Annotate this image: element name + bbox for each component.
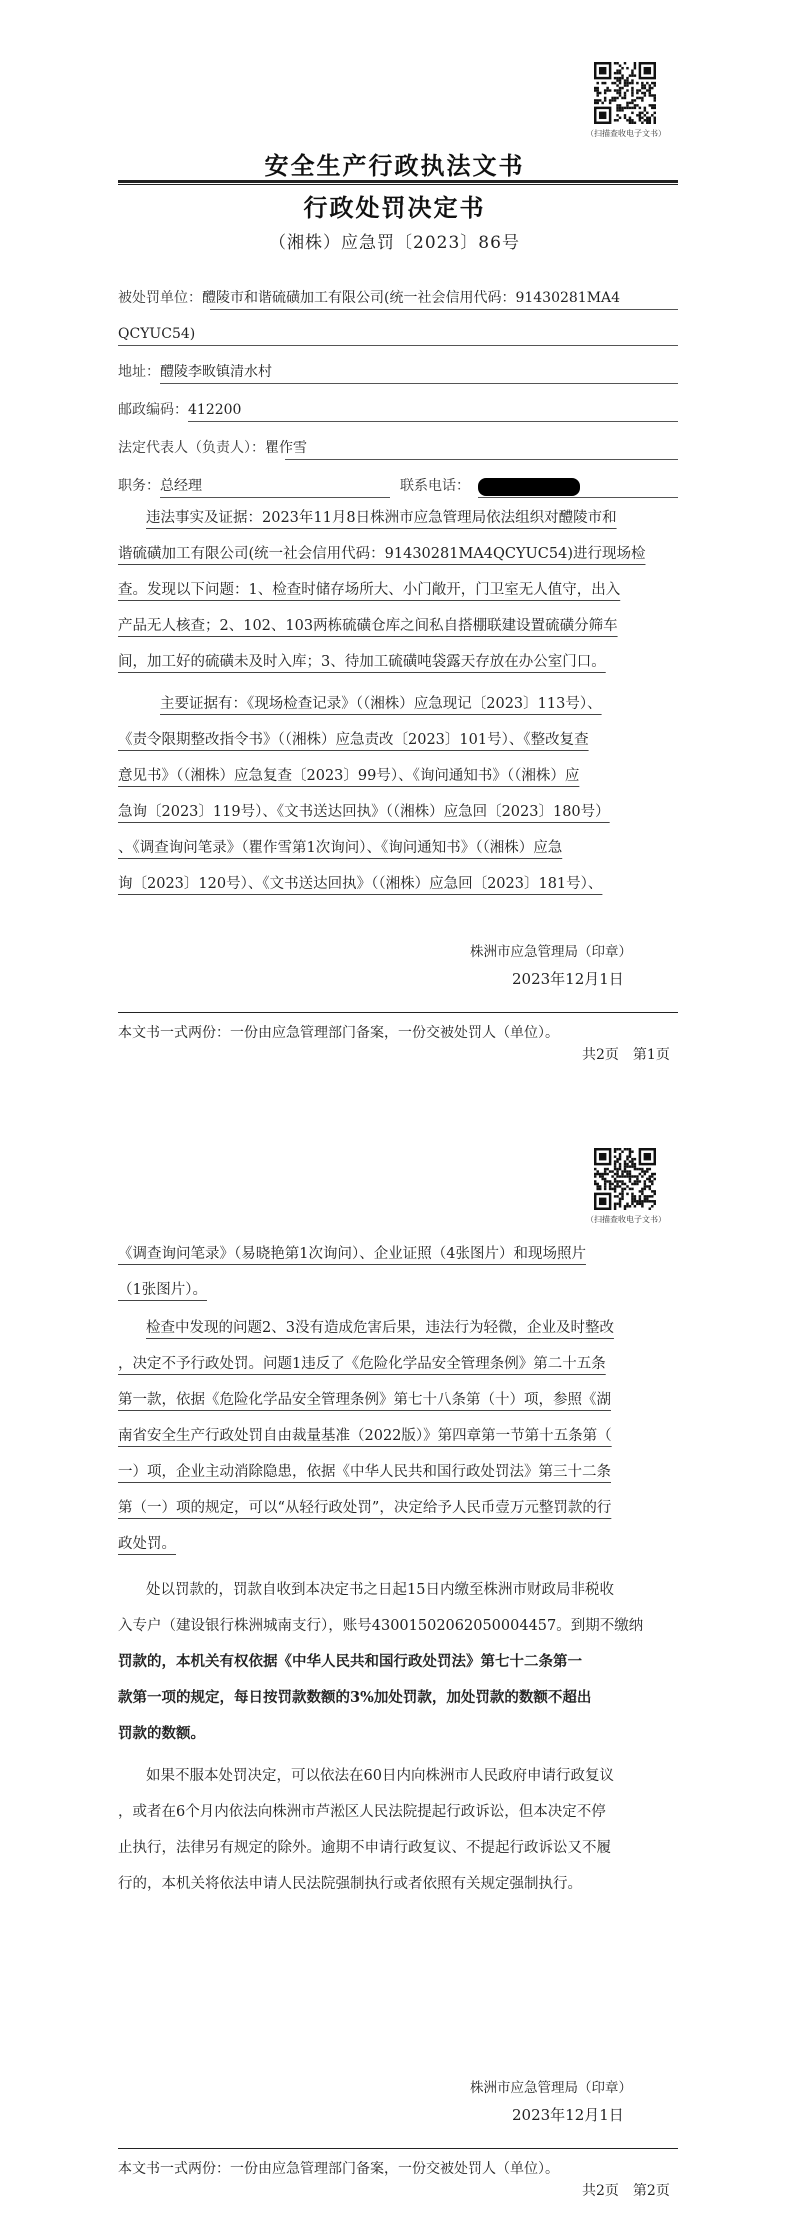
postcode-label: 邮政编码：: [118, 402, 188, 418]
evidence-line: 、《调查询问笔录》（瞿作雪第1次询问）、《询问通知书》（（湘株）应急: [118, 840, 563, 856]
evidence-cont-line: （1张图片）。: [118, 1282, 207, 1298]
penalized-unit-label: 被处罚单位：: [118, 290, 202, 306]
redacted-phone-block: [478, 478, 580, 496]
facts-line: 产品无人核查；2、102、103两栋硫磺仓库之间私自搭棚联建设置硫磺分筛车: [118, 618, 618, 634]
issue-date: 2023年12月1日: [512, 2106, 624, 2124]
header-rule-thin: [118, 184, 678, 185]
qr-code-icon: [594, 1148, 656, 1210]
evidence-line: 《责令限期整改指令书》（（湘株）应急责改〔2023〕101号）、《整改复查: [118, 732, 589, 748]
evidence-cont-line: 《调查询问笔录》（易晓艳第1次询问）、企业证照（4张图片）和现场照片: [118, 1246, 586, 1262]
document-page-2: [0, 1110, 789, 2236]
analysis-paragraph: [118, 1310, 678, 1562]
penalized-unit-field: [118, 288, 678, 308]
position-field: [118, 476, 678, 496]
appeal-line: 行的，本机关将依法申请人民法院强制执行或者依照有关规定强制执行。: [118, 1876, 582, 1892]
legal-rep-label: 法定代表人（负责人）：: [118, 440, 265, 456]
payment-bold-line: 罚款的数额。: [118, 1725, 205, 1742]
doc-number: （湘株）应急罚〔2023〕86号: [269, 233, 520, 253]
legal-rep-field: [118, 438, 678, 458]
page-number: 共2页 第1页: [582, 1047, 670, 1063]
office-seal: 株洲市应急管理局（印章）: [470, 2080, 632, 2096]
underline: [478, 497, 678, 498]
document-page-1: [0, 0, 789, 1090]
analysis-line: 检查中发现的问题2、3没有造成危害后果，违法行为轻微，企业及时整改: [146, 1320, 614, 1336]
header-rule-thick: [118, 180, 678, 183]
underline: [210, 309, 678, 310]
appeal-line: 止执行，法律另有规定的除外。逾期不申请行政复议、不提起行政诉讼又不履: [118, 1840, 611, 1856]
address-value: 醴陵李畋镇清水村: [160, 364, 272, 380]
evidence-line: 询〔2023〕120号）、《文书送达回执》（（湘株）应急回〔2023〕181号）、: [118, 876, 603, 892]
footer-rule: [118, 2148, 678, 2149]
address-label: 地址：: [118, 364, 160, 380]
evidence-line: 急询〔2023〕119号）、《文书送达回执》（（湘株）应急回〔2023〕180号）: [118, 804, 610, 820]
analysis-line: 一）项，企业主动消除隐患，依据《中华人民共和国行政处罚法》第三十二条: [118, 1464, 611, 1480]
legal-rep-value: 瞿作雪: [265, 440, 307, 456]
qr-caption: （扫描查收电子文书）: [586, 1215, 666, 1224]
address-field: [118, 362, 678, 382]
postcode-value: 412200: [188, 402, 242, 418]
facts-paragraph: [118, 500, 678, 680]
qr-caption: （扫描查收电子文书）: [586, 129, 666, 138]
analysis-line: 南省安全生产行政处罚自由裁量基准（2022版）》第四章第一节第十五条第（: [118, 1428, 612, 1444]
footer-note: 本文书一式两份：一份由应急管理部门备案，一份交被处罚人（单位）。: [118, 1025, 559, 1041]
position-value: 总经理: [160, 478, 202, 494]
analysis-line: 政处罚。: [118, 1536, 176, 1552]
footer-note: 本文书一式两份：一份由应急管理部门备案，一份交被处罚人（单位）。: [118, 2161, 559, 2177]
evidence-line: 意见书》（（湘株）应急复查〔2023〕99号）、《询问通知书》（（湘株）应: [118, 768, 580, 784]
payment-paragraph: [118, 1572, 678, 1752]
phone-label: 联系电话：: [400, 478, 470, 494]
facts-line: 谐硫磺加工有限公司(统一社会信用代码：91430281MA4QCYUC54)进行现场检: [118, 546, 646, 562]
postcode-field: [118, 400, 678, 420]
underline: [118, 345, 678, 346]
analysis-line: 第一款，依据《危险化学品安全管理条例》第七十八条第（十）项，参照《湖: [118, 1392, 611, 1408]
payment-bold-line: 罚款的，本机关有权依据《中华人民共和国行政处罚法》第七十二条第一: [118, 1653, 582, 1670]
payment-line: 入专户（建设银行株洲城南支行），账号43001502062050004457。到期不缴纳: [118, 1618, 644, 1634]
evidence-paragraph: [118, 686, 678, 902]
facts-line: 查。发现以下问题：1、检查时储存场所大、小门敞开，门卫室无人值守，出入: [118, 582, 621, 598]
office-seal: 株洲市应急管理局（印章）: [470, 944, 632, 960]
penalized-unit-value: 醴陵市和谐硫磺加工有限公司(统一社会信用代码：91430281MA4: [202, 290, 621, 306]
page-number: 共2页 第2页: [582, 2183, 670, 2199]
evidence-cont-paragraph: [118, 1236, 678, 1308]
series-title: 安全生产行政执法文书: [264, 151, 525, 180]
underline: [285, 459, 678, 460]
payment-bold-line: 款第一项的规定，每日按罚款数额的3%加处罚款，加处罚款的数额不超出: [118, 1689, 592, 1706]
analysis-line: ，决定不予行政处罚。问题1违反了《危险化学品安全管理条例》第二十五条: [118, 1356, 606, 1372]
footer-rule: [118, 1012, 678, 1013]
penalized-unit-field-cont: [118, 324, 678, 344]
appeal-paragraph: [118, 1758, 678, 1902]
analysis-line: 第（一）项的规定，可以“从轻行政处罚”，决定给予人民币壹万元整罚款的行: [118, 1500, 612, 1516]
doc-title: 行政处罚决定书: [303, 193, 486, 222]
position-label: 职务：: [118, 478, 160, 494]
appeal-line: ，或者在6个月内依法向株洲市芦淞区人民法院提起行政诉讼，但本决定不停: [118, 1804, 606, 1820]
facts-line: 间，加工好的硫磺未及时入库；3、待加工硫磺吨袋露天存放在办公室门口。: [118, 654, 606, 670]
qr-code-icon: [594, 62, 656, 124]
penalized-unit-value-cont: QCYUC54): [118, 326, 196, 342]
issue-date: 2023年12月1日: [512, 970, 624, 988]
payment-line: 处以罚款的，罚款自收到本决定书之日起15日内缴至株洲市财政局非税收: [146, 1582, 614, 1598]
facts-line: 违法事实及证据：2023年11月8日株洲市应急管理局依法组织对醴陵市和: [146, 510, 617, 526]
underline: [160, 497, 390, 498]
underline: [188, 421, 678, 422]
appeal-line: 如果不服本处罚决定，可以依法在60日内向株洲市人民政府申请行政复议: [146, 1768, 614, 1784]
underline: [160, 383, 678, 384]
evidence-line: 主要证据有：《现场检查记录》（（湘株）应急现记〔2023〕113号）、: [160, 696, 602, 712]
